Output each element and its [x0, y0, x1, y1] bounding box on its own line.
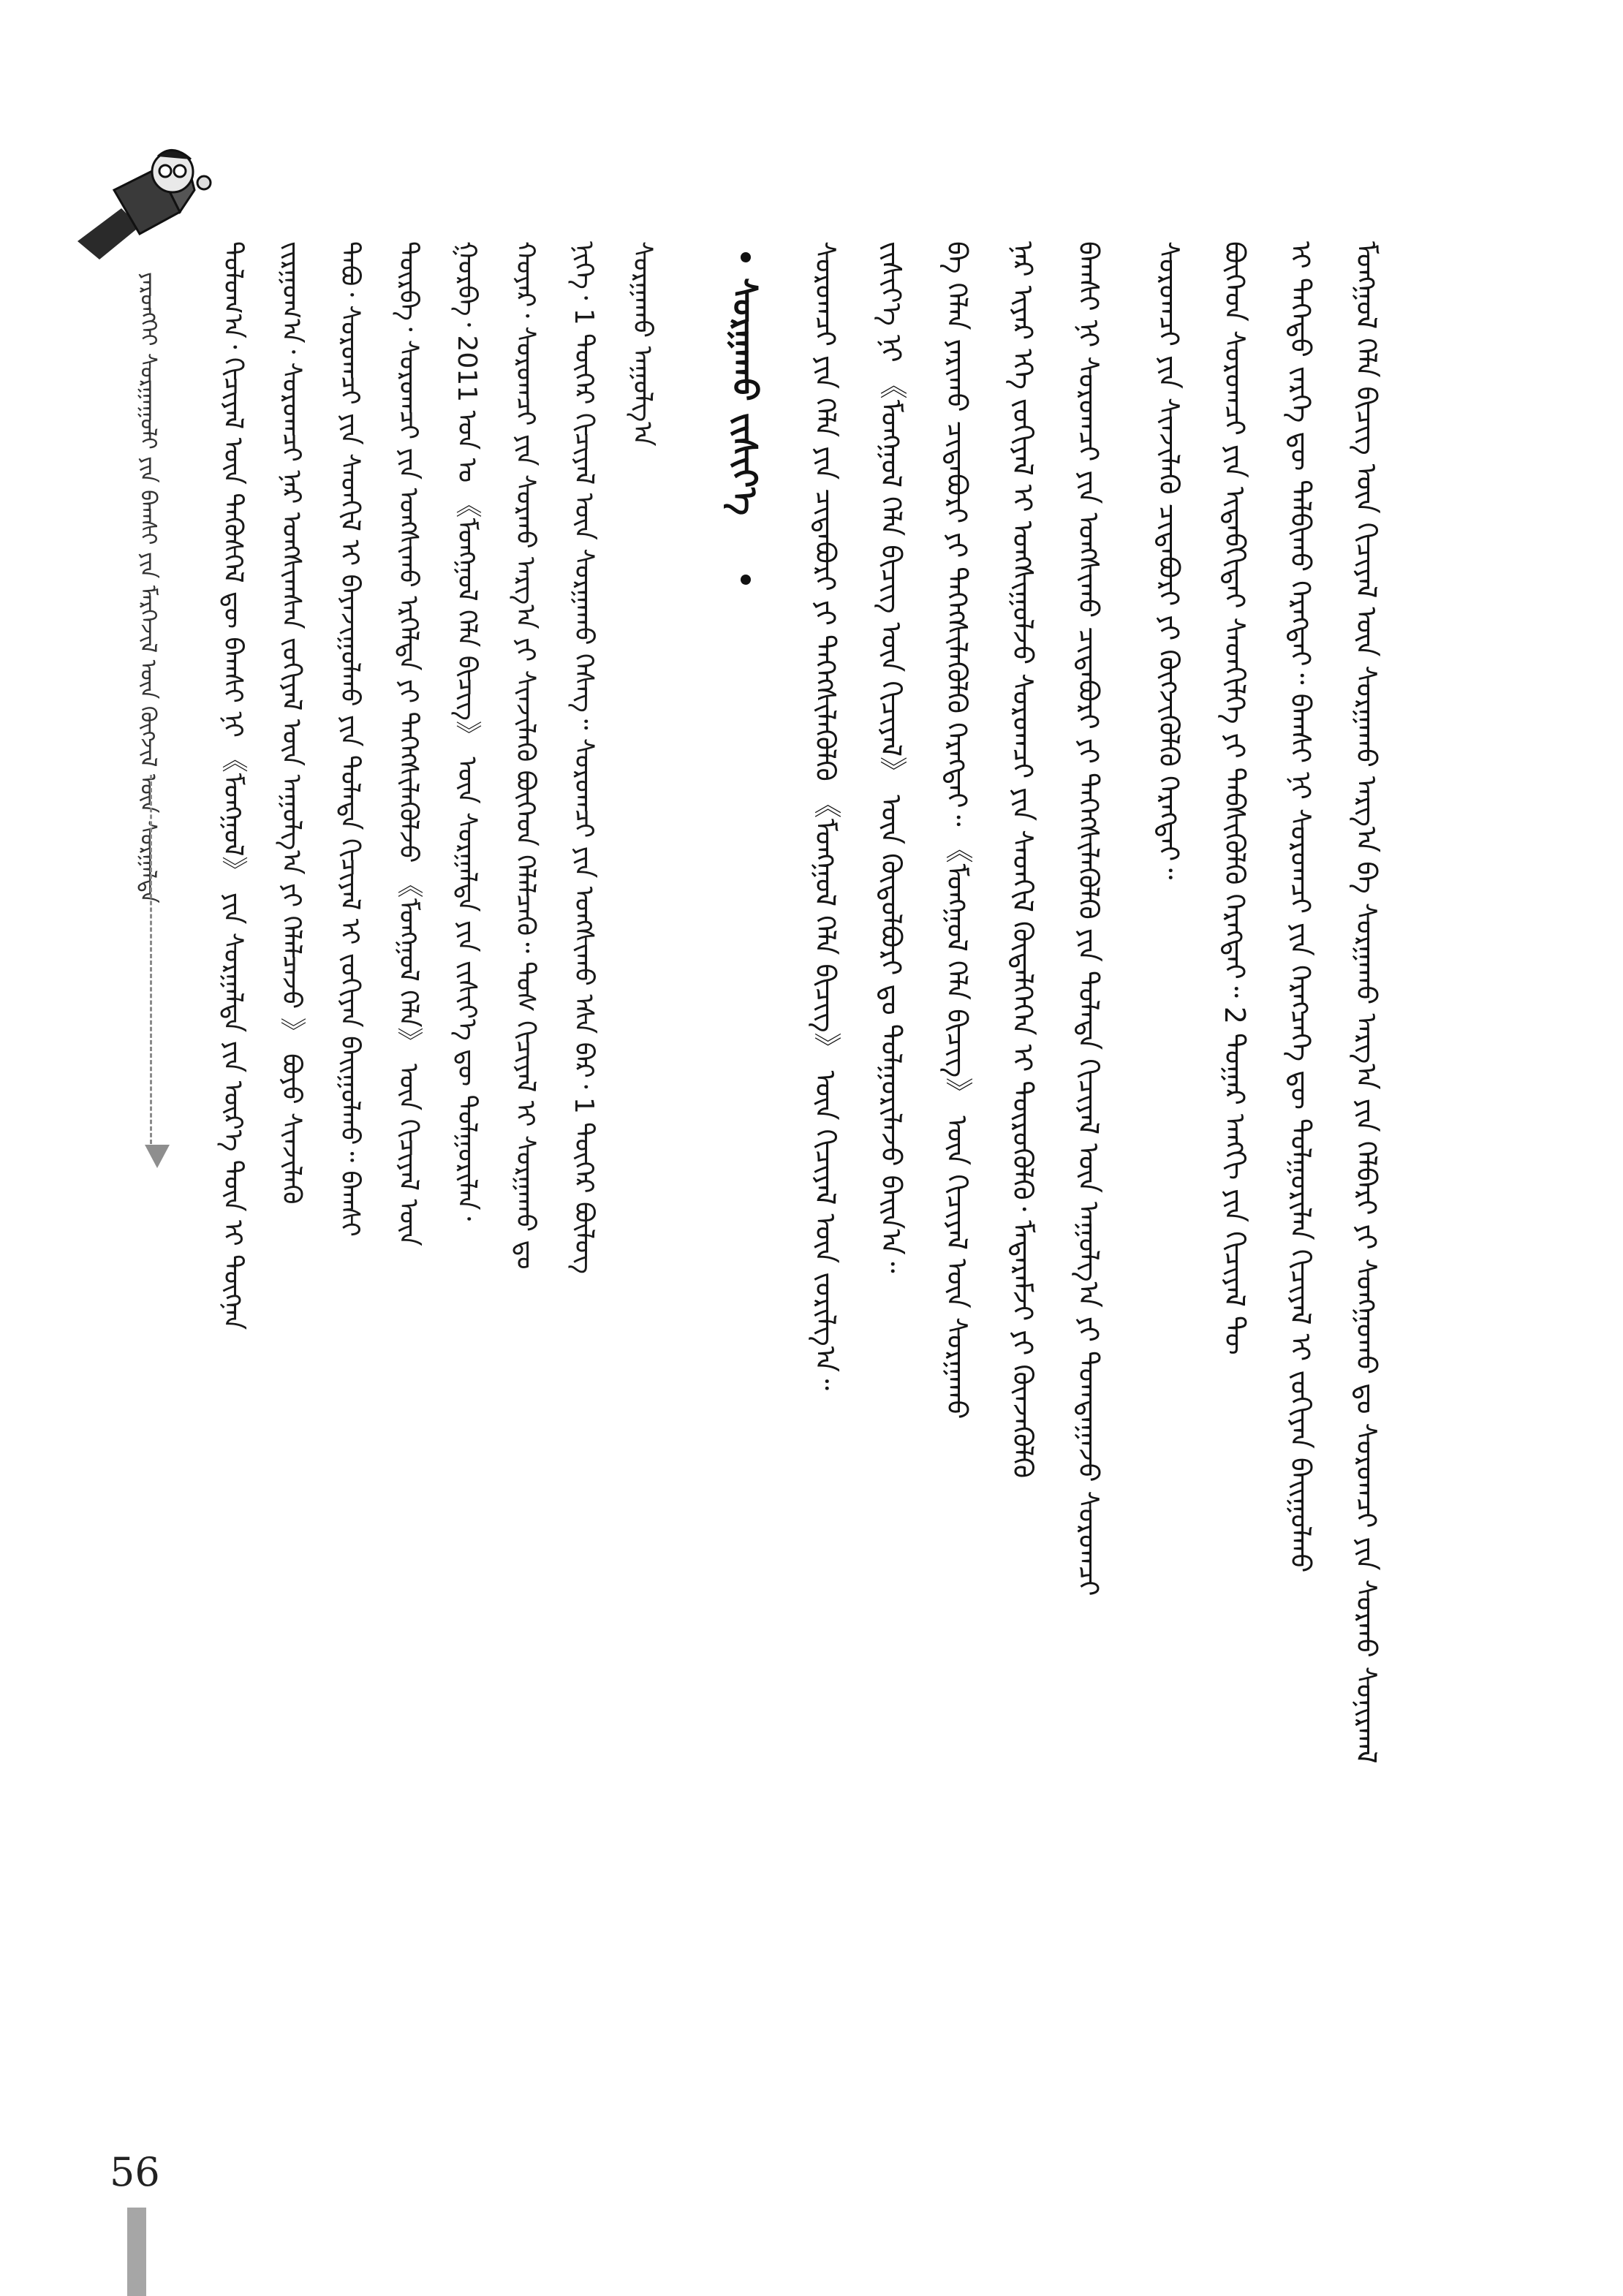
quote-line-6: ᠲᠠᠪᠤ᠂ ᠰᠤᠷᠤᠭᠴᠢ ᠶᠢᠨ ᠰᠡᠳᠬᠢᠯ ᠢ ᠪᠠᠶᠠᠵᠢᠭᠤᠯᠬᠤ ᠶᠢᠨ ᠲᠤᠯᠠᠳᠠ ᠬᠢᠴᠢᠶᠡᠯ ᠢ ᠵᠣᠬᠢᠶᠠᠨ ᠪᠠᠢᠭᠤᠯᠬᠤ᠃ ᠪᠠᠭᠰᠢ: [335, 241, 365, 1237]
para1-line-4: ᠰᠤᠷᠤᠭᠴᠢ ᠶᠢᠨ ᠰᠢᠨᠵᠢᠯᠡᠬᠦ ᠴᠢᠳᠠᠪᠤᠷᠢ ᠶᠢ ᠬᠥᠭᠵᠢᠭᠦᠯᠬᠦ ᠬᠡᠷᠡᠭᠲᠡᠢ᠃: [1153, 241, 1185, 880]
para1-line-3: ᠪᠥᠭᠡᠳ ᠰᠤᠷᠤᠭᠴᠢ ᠶᠢᠨ ᠢᠳᠡᠪᠬᠢᠲᠡᠢ ᠰᠡᠳᠬᠢᠯᠭᠡ ᠶᠢ ᠳᠡᠪᠰᠢᠭᠦᠯᠬᠦ ᠬᠡᠷᠡᠭᠲᠡᠢ᠃ 2 ᠳᠤᠭᠠᠷ ᠠᠩᠭᠢ ᠶᠢᠨ ᠬᠢᠴᠢᠶᠡᠯ ᠲᠦ: [1219, 241, 1251, 1355]
quote-line-5: ᠳᠥᠷᠪᠡ᠂ ᠰᠤᠷᠤᠭᠴᠢ ᠶᠢᠨ ᠤᠩᠰᠢᠬᠤ ᠡᠷᠭᠡᠯᠲᠡ ᠶᠢ ᠳᠡᠭᠡᠭᠰᠢᠯᠡᠭᠦᠯᠵᠦ 《ᠮᠣᠩᠭᠣᠯ ᠬᠡᠯᠡ》 ᠦᠨ ᠬᠢᠴᠢᠶᠡᠯ ᠦᠨ: [393, 241, 423, 1246]
heading-bullet-top: [741, 252, 751, 262]
mascot-head: [152, 150, 193, 192]
quote-line-3: ᠬᠣᠶᠠᠷ᠂ ᠰᠤᠷᠤᠭᠴᠢ ᠶᠢᠨ ᠰᠤᠷᠬᠤ ᠠᠷᠭ᠎ᠠ ᠶᠢ ᠰᠢᠨᠵᠢᠯᠡᠬᠦ ᠪᠥᠭᠡᠳ ᠬᠡᠯᠡᠯᠴᠡᠬᠦ᠃ ᠲᠤᠰ ᠬᠢᠴᠢᠶᠡᠯ ᠢ ᠰᠤᠷᠭᠠᠬᠤ ᠳᠤ: [510, 241, 540, 1270]
header-arrow-icon: [145, 1145, 170, 1168]
page-number: 56: [110, 2149, 160, 2195]
page-edge-bar: [127, 2208, 146, 2296]
para2-line-2: ᠨᠠᠷ ᠢᠶᠠᠷ ᠡᠬᠡ ᠵᠣᠬᠢᠶᠠᠯ ᠢ ᠤᠩᠰᠢᠭᠤᠯᠵᠤ ᠰᠤᠷᠤᠭᠴᠢ ᠶᠢᠨ ᠰᠡᠳᠬᠢᠯ ᠬᠥᠳᠡᠯᠭᠡᠭᠡᠨ ᠢ ᠲᠥᠷᠦᠭᠦᠯᠬᠦ᠂ ᠮᠡᠳᠡᠷᠡᠮᠵᠢ ᠶᠢ ᠭᠦᠨᠵᠡᠭᠦᠯᠬᠦ: [1007, 241, 1039, 1479]
header-dashed-rule: [150, 775, 152, 1144]
mascot-illustration: [70, 139, 216, 270]
section-heading: ᠰᠤᠷᠭᠠᠬᠤ ᠵᠢᠱᠢᠶ᠎ᠡ: [725, 278, 765, 516]
quote-line-4: ᠭᠤᠷᠪᠠ᠂ 2011 ᠣᠨ ᠤ 《ᠮᠣᠩᠭᠣᠯ ᠬᠡᠯᠡ ᠪᠢᠴᠢᠭ᠌》 ᠦᠨ ᠰᠤᠷᠭᠠᠯᠲᠠ ᠶᠢᠨ ᠵᠢᠱᠢᠶ᠎ᠡ ᠳᠦ ᠲᠤᠯᠭᠤᠷᠢᠯᠠᠨ᠂: [452, 241, 482, 1221]
para2-line-1: ᠪᠠᠭᠰᠢ ᠨᠢ ᠰᠤᠷᠤᠭᠴᠢ ᠶᠢᠨ ᠤᠩᠰᠢᠬᠤ ᠴᠢᠳᠠᠪᠤᠷᠢ ᠶᠢ ᠳᠡᠭᠡᠭᠰᠢᠯᠡᠭᠦᠯᠬᠦ ᠶᠢᠨ ᠲᠤᠯᠠᠳᠠ ᠬᠢᠴᠢᠶᠡᠯ ᠦᠨ ᠠᠭᠤᠯᠭ᠎ᠠ ᠶᠢ ᠲᠣᠭᠲᠠᠭᠠᠵᠤ ᠰᠤᠷᠤᠭᠴᠢ: [1072, 241, 1105, 1596]
para2-line-5: ᠰᠤᠷᠤᠭᠴᠢ ᠶᠢᠨ ᠬᠡᠯᠡ ᠶᠢᠨ ᠴᠢᠳᠠᠪᠤᠷᠢ ᠶᠢ ᠳᠡᠭᠡᠭᠰᠢᠯᠡᠭᠦᠯᠬᠦ 《ᠮᠣᠩᠭᠣᠯ ᠬᠡᠯᠡ ᠪᠢᠴᠢᠭ᠌》 ᠦᠨ ᠬᠢᠴᠢᠶᠡᠯ ᠦᠨ ᠵᠣᠷᠢᠯᠭ᠎ᠠ᠃: [809, 241, 841, 1390]
para2-line-3: ᠪᠠ ᠬᠡᠯᠡᠨ ᠶᠠᠷᠢᠬᠤ ᠴᠢᠳᠠᠪᠤᠷᠢ ᠶᠢ ᠳᠡᠭᠡᠭᠰᠢᠯᠡᠭᠦᠯᠬᠦ ᠬᠡᠷᠡᠭᠲᠡᠢ᠃ 《ᠮᠣᠩᠭᠣᠯ ᠬᠡᠯᠡ ᠪᠢᠴᠢᠭ᠌》 ᠦᠨ ᠬᠢᠴᠢᠶᠡᠯ ᠦᠨ ᠰᠤᠷᠭᠠᠬᠤ: [941, 241, 973, 1420]
heading-bullet-bottom: [741, 575, 751, 585]
para1-line-2: ᠢ ᠳᠡᠭᠡᠳᠦ ᠵᠡᠷᠭᠡ ᠳᠦ ᠲᠠᠯᠪᠢᠬᠤ ᠬᠡᠷᠡᠭᠲᠡᠢ᠃ ᠪᠠᠭᠰᠢ ᠨᠢ ᠰᠤᠷᠤᠭᠴᠢ ᠶᠢᠨ ᠬᠡᠷᠡᠭᠴᠡᠭᠡ ᠳᠦ ᠲᠤᠯᠭᠤᠷᠢᠯᠠᠨ ᠬᠢᠴᠢᠶᠡᠯ ᠢ ᠵᠣᠬᠢᠶᠠᠨ ᠪᠠᠢᠭᠤᠯᠬᠤ: [1285, 241, 1317, 1573]
quote-line-7: ᠵᠢᠷᠭᠤᠭ᠎ᠠ᠂ ᠰᠤᠷᠤᠭᠴᠢ ᠨᠠᠷ ᠤᠩᠰᠢᠭᠰᠠᠨ ᠵᠣᠬᠢᠶᠠᠯ ᠦᠨ ᠠᠭᠤᠯᠭ᠎ᠠ ᠶᠢ ᠬᠡᠯᠡᠯᠴᠡᠵᠦ 》 ᠪᠤᠶᠤ ᠰᠢᠨᠵᠢᠯᠡᠬᠦ: [276, 241, 306, 1205]
para1-line-1: ᠮᠣᠩᠭᠣᠯ ᠬᠡᠯᠡ ᠪᠢᠴᠢᠭ᠌ ᠦᠨ ᠬᠢᠴᠢᠶᠡᠯ ᠦᠨ ᠰᠤᠷᠭᠠᠬᠤ ᠠᠷᠭ᠎ᠠ ᠪᠠ ᠰᠤᠷᠭᠠᠬᠤ ᠠᠷᠭ᠎ᠠ ᠶᠢᠨ ᠬᠡᠯᠪᠡᠷᠢ ᠶᠢ ᠰᠣᠩᠭᠣᠬᠤ ᠳᠤ ᠰᠤᠷᠤᠭᠴᠢ ᠶᠢᠨ ᠰᠤᠷᠬᠤ ᠰᠣᠨᠢᠷᠬᠠᠯ: [1350, 241, 1382, 1764]
quote-line-1: ᠰᠤᠷᠭᠠᠬᠤ ᠠᠭᠤᠯᠭ᠎ᠠ: [627, 241, 657, 447]
running-header: ᠶᠡᠷᠦᠩᠬᠡᠢ ᠰᠤᠷᠭᠠᠭᠤᠯᠢ ᠶᠢᠨ ᠪᠠᠭᠰᠢ ᠶᠢᠨ ᠮᠡᠷᠭᠡᠵᠢᠯ ᠦᠨ ᠬᠥᠭᠵᠢᠯ ᠦᠨ ᠰᠤᠷᠭᠠᠯᠲᠠ: [135, 272, 161, 903]
quote-line-8: ᠳᠣᠯᠤᠭ᠎ᠠ᠂ ᠬᠢᠴᠢᠶᠡᠯ ᠦᠨ ᠲᠡᠭᠦᠰᠭᠡᠯ ᠳᠦ ᠪᠠᠭᠰᠢ ᠨᠢ 《ᠮᠣᠩᠭᠣᠯ》 ᠶᠢᠨ ᠰᠤᠷᠭᠠᠯᠲᠠ ᠶᠢᠨ ᠦᠷ᠎ᠡ ᠳᠦᠨ ᠢ ᠳᠦᠭᠨᠡᠨ: [218, 241, 248, 1330]
quote-line-2: ᠨᠢᠭᠡ᠂ 1 ᠳᠦᠭᠡᠷ ᠬᠢᠴᠢᠶᠡᠯ ᠦᠨ ᠰᠤᠷᠭᠠᠬᠤ ᠬᠡᠰᠡᠭ᠃ ᠰᠤᠷᠤᠭᠴᠢ ᠶᠢᠨ ᠤᠩᠰᠢᠬᠤ ᠡᠰᠡ ᠪᠡᠷ᠂ 1 ᠳᠦᠭᠡᠷ ᠪᠦᠯᠦᠭ: [569, 241, 599, 1274]
mascot-hand: [197, 176, 211, 189]
para2-line-4: ᠵᠢᠱᠢᠶ᠎ᠡ ᠨᠢ 《ᠮᠣᠩᠭᠣᠯ ᠬᠡᠯᠡ ᠪᠢᠴᠢᠭ᠌ ᠦᠨ ᠬᠢᠴᠢᠶᠡᠯ》 ᠦᠨ ᠬᠥᠲᠥᠯᠪᠦᠷᠢ ᠳᠤ ᠲᠤᠯᠭᠤᠷᠢᠯᠠᠵᠤ ᠪᠠᠢᠨ᠎ᠠ᠃: [875, 241, 907, 1273]
